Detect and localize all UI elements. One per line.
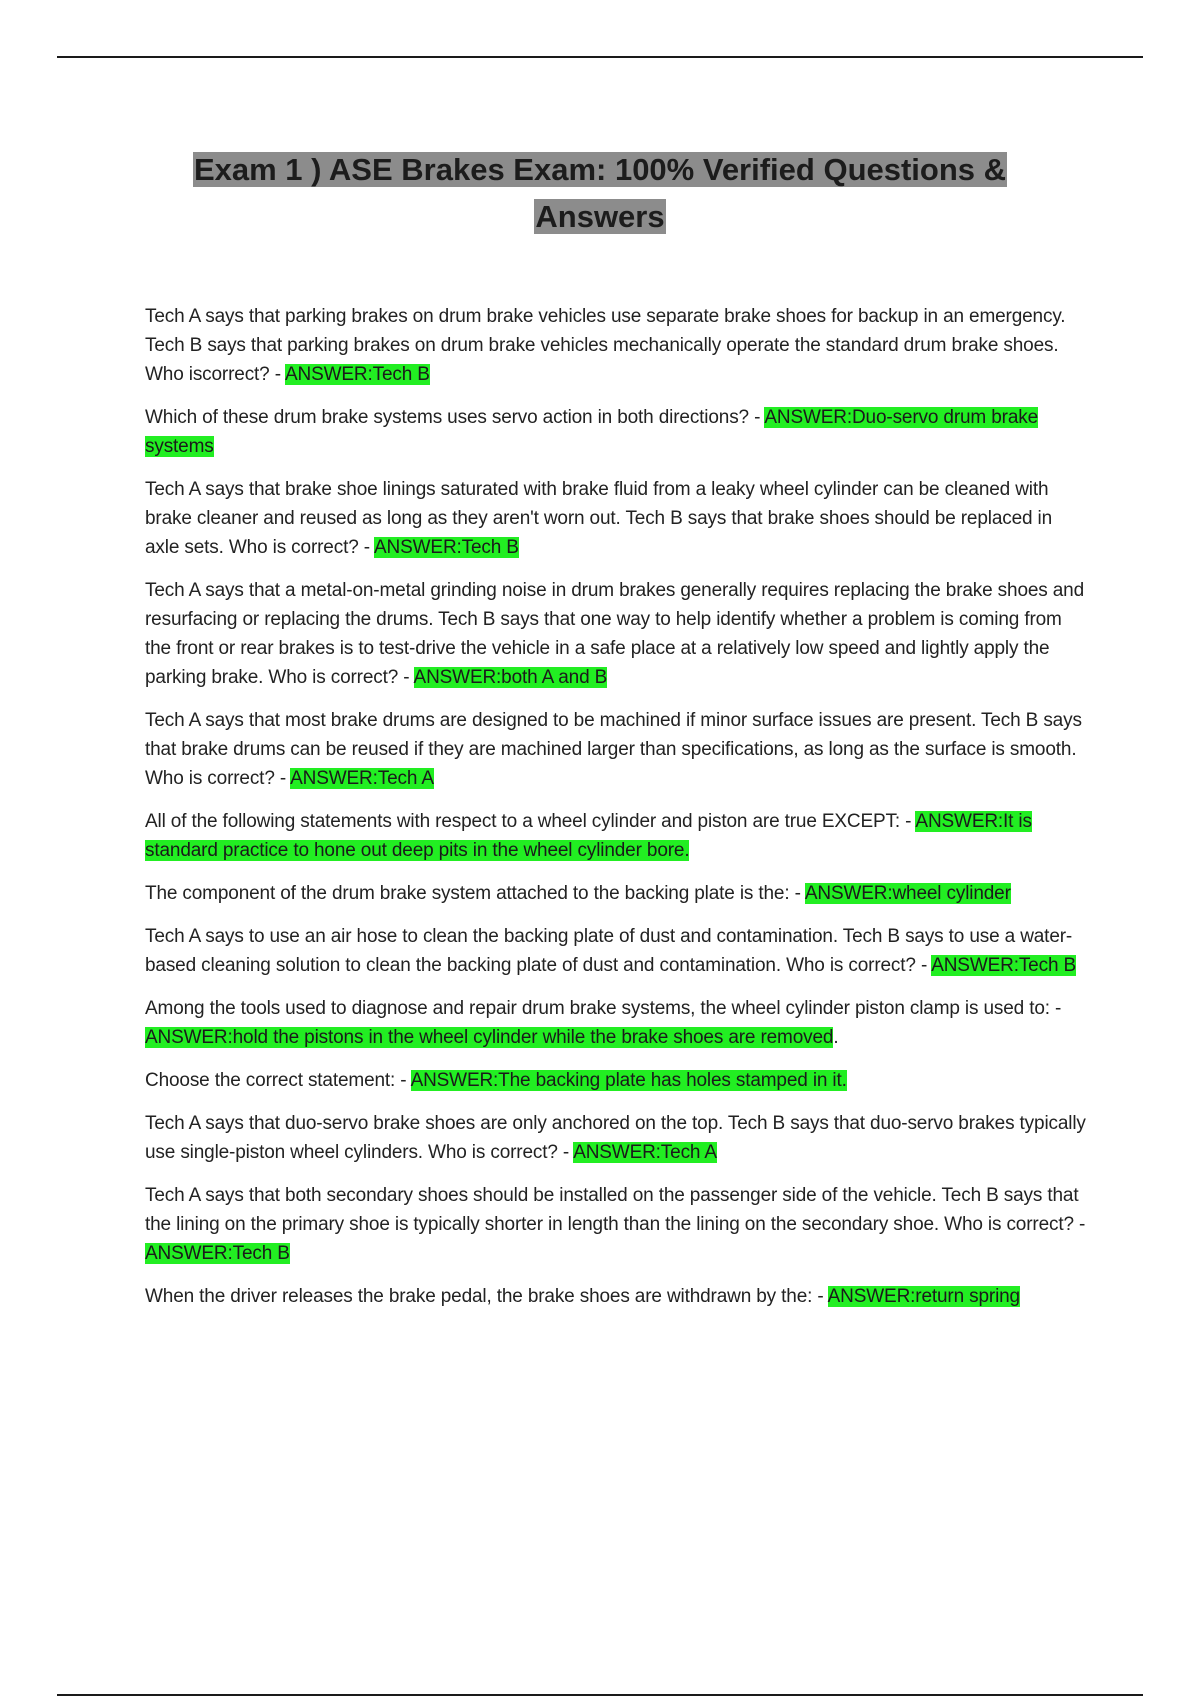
qa-item-10 bbox=[145, 1066, 1090, 1095]
question-text: Among the tools used to diagnose and repair drum brake systems, the wheel cylinder piston clamp is used to: - bbox=[145, 998, 1062, 1019]
question-text: When the driver releases the brake pedal, the brake shoes are withdrawn by the: - bbox=[145, 1286, 828, 1307]
page-title-line-2: Answers bbox=[535, 199, 665, 234]
answer-highlight: ANSWER:Tech B bbox=[931, 955, 1077, 976]
question-text: Which of these drum brake systems uses servo action in both directions? - bbox=[145, 407, 765, 428]
question-text: Tech A says that a metal-on-metal grinding noise in drum brakes generally requires replacing the brake shoes and resurfacing or replacing the drums. Tech B says that one way to help identify whether a problem is coming from the front or rear brakes is to test-drive the vehicle in a safe place at a relatively low speed and lightly apply the parking brake. Who is correct? - bbox=[145, 580, 1085, 688]
answer-suffix: . bbox=[833, 1027, 839, 1048]
answer-highlight: ANSWER:Duo-servo drum brake systems bbox=[145, 407, 1038, 457]
answer-highlight: ANSWER:wheel cylinder bbox=[804, 883, 1011, 904]
qa-item-3 bbox=[145, 475, 1090, 562]
bottom-divider bbox=[57, 1694, 1143, 1696]
qa-item-1 bbox=[145, 302, 1090, 389]
question-text: Tech A says to use an air hose to clean the backing plate of dust and contamination. Tech B says to use a water-based cleaning solution to clean the backing plate of dust and contamination. Who is correct? - bbox=[145, 926, 1073, 976]
page-title bbox=[100, 146, 1100, 240]
qa-item-11 bbox=[145, 1109, 1090, 1167]
qa-item-5 bbox=[145, 706, 1090, 793]
qa-item-12 bbox=[145, 1181, 1090, 1268]
qa-item-2 bbox=[145, 403, 1090, 461]
question-text: All of the following statements with respect to a wheel cylinder and piston are true EXCEPT: - bbox=[145, 811, 916, 832]
qa-item-6 bbox=[145, 807, 1090, 865]
question-text: Tech A says that both secondary shoes should be installed on the passenger side of the vehicle. Tech B says that the lining on the primary shoe is typically shorter in length than the lining on the secondary shoe. Who is correct? - bbox=[145, 1185, 1086, 1235]
answer-highlight: ANSWER:Tech B bbox=[285, 364, 430, 385]
top-divider bbox=[57, 56, 1143, 58]
question-text: Tech A says that parking brakes on drum brake vehicles use separate brake shoes for backup in an emergency. Tech B says that parking brakes on drum brake vehicles mechanically operate the standard drum brake shoes. Who iscorrect? - bbox=[145, 306, 1066, 385]
qa-item-8 bbox=[145, 922, 1090, 980]
page-title-line-1: Exam 1 ) ASE Brakes Exam: 100% Verified Questions & bbox=[193, 152, 1007, 187]
answer-highlight: ANSWER:both A and B bbox=[413, 667, 608, 688]
answer-highlight: ANSWER:Tech A bbox=[573, 1142, 717, 1163]
question-text: Tech A says that most brake drums are designed to be machined if minor surface issues are present. Tech B says that brake drums can be reused if they are machined larger than specifications, as long as the surface is smooth. Who is correct? - bbox=[145, 710, 1082, 789]
qa-item-13 bbox=[145, 1282, 1090, 1311]
question-text: Choose the correct statement: - bbox=[145, 1070, 411, 1091]
qa-item-4 bbox=[145, 576, 1090, 692]
question-text: Tech A says that duo-servo brake shoes are only anchored on the top. Tech B says that duo-servo brakes typically use single-piston wheel cylinders. Who is correct? - bbox=[145, 1113, 1086, 1163]
answer-highlight: ANSWER:Tech B bbox=[145, 1243, 290, 1264]
answer-highlight: ANSWER:It is standard practice to hone out deep pits in the wheel cylinder bore. bbox=[145, 811, 1032, 861]
answer-highlight: ANSWER:Tech A bbox=[290, 768, 434, 789]
answer-highlight: ANSWER:return spring bbox=[827, 1286, 1020, 1307]
qa-list bbox=[145, 302, 1090, 1325]
question-text: The component of the drum brake system attached to the backing plate is the: - bbox=[145, 883, 805, 904]
qa-item-7 bbox=[145, 879, 1090, 908]
question-text: Tech A says that brake shoe linings saturated with brake fluid from a leaky wheel cylinder can be cleaned with brake cleaner and reused as long as they aren't worn out. Tech B says that brake shoes should be replaced in axle sets. Who is correct? - bbox=[145, 479, 1053, 558]
answer-highlight: ANSWER:hold the pistons in the wheel cylinder while the brake shoes are removed bbox=[145, 1027, 834, 1048]
answer-highlight: ANSWER:The backing plate has holes stamped in it. bbox=[410, 1070, 847, 1091]
answer-highlight: ANSWER:Tech B bbox=[374, 537, 519, 558]
qa-item-9 bbox=[145, 994, 1090, 1052]
